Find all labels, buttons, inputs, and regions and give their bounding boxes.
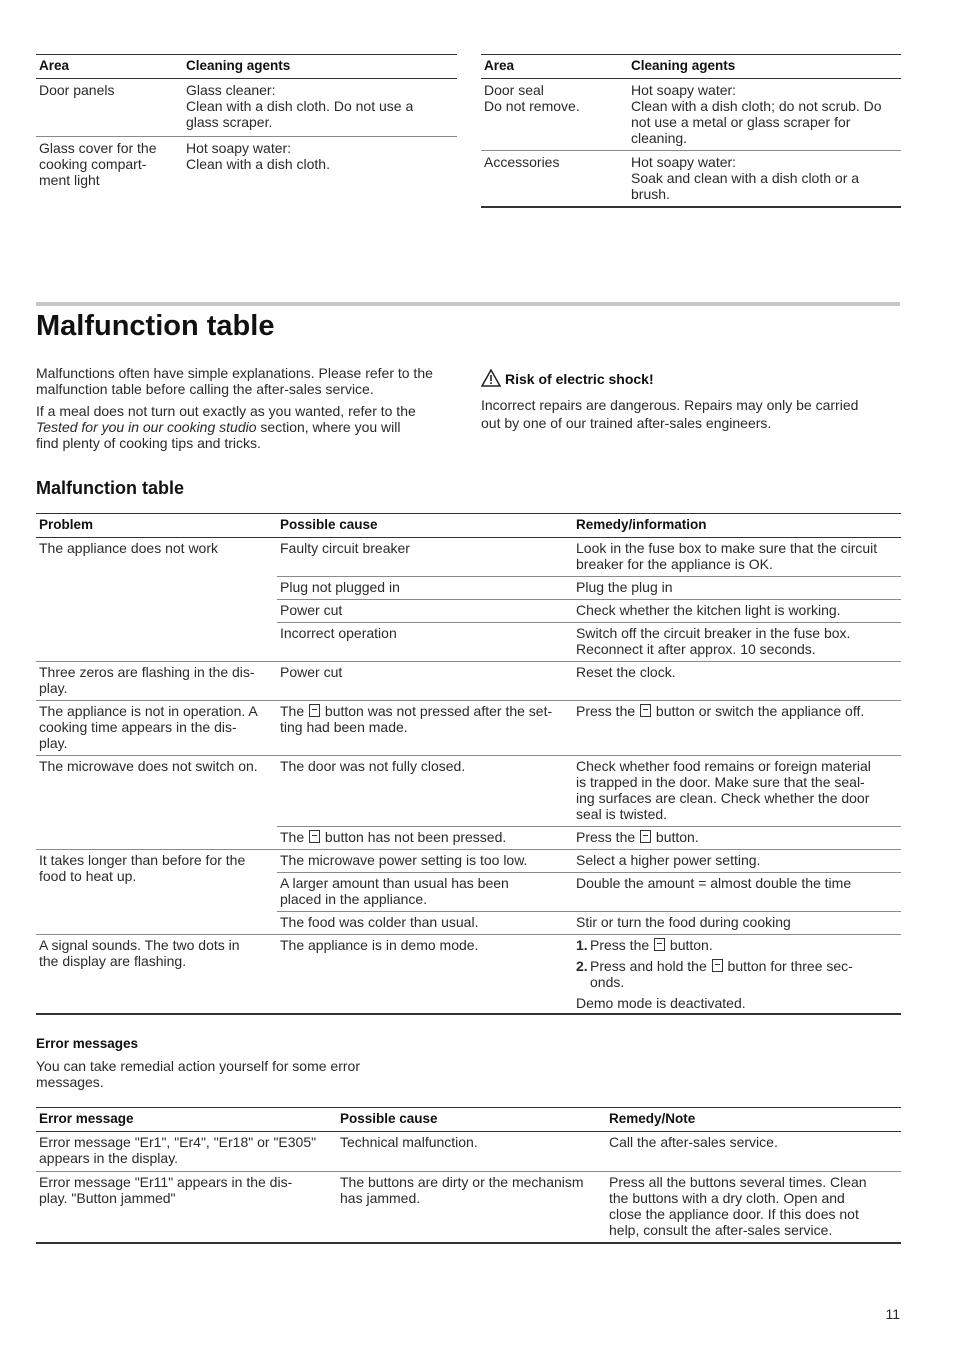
problem-line: The appliance is not in operation. A <box>39 703 258 719</box>
area-text: Glass cover for the <box>39 140 157 156</box>
problem-line: A signal sounds. The two dots in <box>39 937 240 953</box>
intro-paragraph <box>36 365 456 397</box>
step-number: 1. <box>576 937 588 953</box>
remedy-line: the buttons with a dry cloth. Open and <box>609 1190 845 1206</box>
cause-fragment: The <box>280 829 309 845</box>
remedy-line: breaker for the appliance is OK. <box>576 556 773 572</box>
start-button-icon <box>640 830 651 843</box>
agent-text: Glass cleaner: <box>186 82 276 98</box>
page-title: Malfunction table <box>36 310 275 342</box>
cleaning-table-right <box>481 54 901 208</box>
cause-cell <box>337 1132 606 1172</box>
remedy-cell <box>573 701 901 756</box>
step-number: 2. <box>576 958 588 974</box>
warning-line: Incorrect repairs are dangerous. Repairs may only be carried <box>481 397 859 413</box>
remedy-cell: Plug the plug in <box>573 577 901 600</box>
intro-line: If a meal does not turn out exactly as you wanted, refer to the <box>36 403 416 419</box>
warning-box <box>481 369 901 432</box>
column-header: Area <box>481 55 628 79</box>
agent-text: Clean with a dish cloth. <box>186 156 330 172</box>
cause-line: A larger amount than usual has been <box>280 875 509 891</box>
cause-line: placed in the appliance. <box>280 891 428 907</box>
start-button-icon <box>309 704 320 717</box>
cause-cell: The appliance is in demo mode. <box>277 935 573 1015</box>
remedy-cell <box>573 827 901 850</box>
area-cell <box>36 137 183 193</box>
table-row <box>36 1172 901 1244</box>
column-header: Problem <box>36 514 277 538</box>
column-header: Area <box>36 55 183 79</box>
cause-cell: The microwave power setting is too low. <box>277 850 573 873</box>
percent-button-icon <box>712 959 723 972</box>
agent-cell <box>183 137 457 193</box>
agent-text: cleaning. <box>631 130 688 146</box>
cause-cell: Power cut <box>277 662 573 701</box>
error-table <box>36 1107 901 1244</box>
cause-cell <box>277 827 573 850</box>
start-button-icon <box>640 704 651 717</box>
page-number: 11 <box>885 1306 900 1322</box>
cause-line: Technical malfunction. <box>340 1134 478 1150</box>
remedy-cell: Check whether the kitchen light is working. <box>573 600 901 623</box>
step-fragment: button for three sec- <box>723 958 853 974</box>
remedy-fragment: Press the <box>576 829 640 845</box>
cause-cell: Plug not plugged in <box>277 577 573 600</box>
remedy-cell <box>573 538 901 577</box>
intro-line: You can take remedial action yourself for some error <box>36 1058 360 1074</box>
remedy-cell: Reset the clock. <box>573 662 901 701</box>
clock-button-icon <box>654 938 665 951</box>
cause-cell <box>277 701 573 756</box>
problem-cell <box>36 850 277 935</box>
step-fragment: Press the <box>590 937 654 953</box>
intro-paragraph <box>36 403 456 451</box>
agent-text: Hot soapy water: <box>631 82 737 98</box>
remedy-line: help, consult the after-sales service. <box>609 1222 833 1238</box>
table-row <box>36 701 901 756</box>
table-row <box>36 1132 901 1172</box>
area-text: Door seal <box>484 82 544 98</box>
step-item <box>576 937 898 953</box>
message-line: Error message "Er11" appears in the dis- <box>39 1174 293 1190</box>
cause-line <box>280 703 570 719</box>
step-item <box>576 958 898 990</box>
message-line: appears in the display. <box>39 1150 179 1166</box>
agent-cell <box>628 79 901 151</box>
message-line: Error message "Er1", "Er4", "Er18" or "E305" <box>39 1134 317 1150</box>
cause-line: has jammed. <box>340 1190 421 1206</box>
remedy-line: Reconnect it after approx. 10 seconds. <box>576 641 816 657</box>
table-row <box>36 935 901 1015</box>
remedy-cell <box>573 935 901 1015</box>
agent-text: brush. <box>631 186 670 202</box>
area-text: Door panels <box>39 82 115 98</box>
intro-text <box>36 365 456 451</box>
intro-line: messages. <box>36 1074 104 1090</box>
message-line: play. "Button jammed" <box>39 1190 176 1206</box>
table-row <box>36 137 457 193</box>
step-fragment: onds. <box>590 974 625 990</box>
cause-fragment: The <box>280 703 309 719</box>
agent-text: not use a metal or glass scraper for <box>631 114 851 130</box>
malfunction-table <box>36 513 901 1015</box>
column-header: Possible cause <box>277 514 573 538</box>
column-header: Remedy/information <box>573 514 901 538</box>
table-row <box>36 850 901 873</box>
remedy-line: ing surfaces are clean. Check whether the door <box>576 790 870 806</box>
cause-cell: The food was colder than usual. <box>277 912 573 935</box>
column-header: Error message <box>36 1108 337 1132</box>
step-fragment: button. <box>666 937 713 953</box>
cause-cell <box>337 1172 606 1244</box>
warning-triangle-icon <box>481 369 501 390</box>
problem-cell: The appliance does not work <box>36 538 277 662</box>
error-message-cell <box>36 1132 337 1172</box>
problem-line: cooking time appears in the dis- <box>39 719 237 735</box>
column-header: Remedy/Note <box>606 1108 901 1132</box>
area-text: Accessories <box>484 154 560 170</box>
error-messages-heading: Error messages <box>36 1036 139 1051</box>
remedy-line: Check whether food remains or foreign material <box>576 758 871 774</box>
cause-line: ting had been made. <box>280 719 408 735</box>
area-text: ment light <box>39 172 100 188</box>
cause-line: The buttons are dirty or the mechanism <box>340 1174 584 1190</box>
area-cell <box>481 79 628 151</box>
remedy-fragment: button or switch the appliance off. <box>652 703 865 719</box>
error-messages-intro <box>36 1058 456 1090</box>
area-cell <box>36 79 183 137</box>
intro-line: malfunction table before calling the after-sales service. <box>36 381 374 397</box>
table-row <box>36 756 901 827</box>
problem-cell <box>36 701 277 756</box>
warning-line: out by one of our trained after-sales engineers. <box>481 415 772 431</box>
problem-line: food to heat up. <box>39 868 137 884</box>
problem-cell <box>36 935 277 1015</box>
table-row <box>481 151 901 208</box>
intro-fragment: section, where you will <box>256 419 401 435</box>
cleaning-table-left <box>36 54 457 192</box>
remedy-line: is trapped in the door. Make sure that the seal- <box>576 774 865 790</box>
remedy-line: Press all the buttons several times. Clean <box>609 1174 867 1190</box>
cause-cell: Faulty circuit breaker <box>277 538 573 577</box>
remedy-line: Call the after-sales service. <box>609 1134 778 1150</box>
remedy-cell: Select a higher power setting. <box>573 850 901 873</box>
steps-list <box>576 937 898 990</box>
warning-title: Risk of electric shock! <box>505 371 654 387</box>
error-message-cell <box>36 1172 337 1244</box>
remedy-line: Demo mode is deactivated. <box>576 995 746 1011</box>
intro-line <box>36 419 456 435</box>
remedy-cell <box>573 756 901 827</box>
cause-fragment: button has not been pressed. <box>321 829 507 845</box>
table-row <box>36 538 901 577</box>
column-header: Possible cause <box>337 1108 606 1132</box>
area-text: cooking compart- <box>39 156 147 172</box>
studio-section-reference: Tested for you in our cooking studio <box>36 419 257 435</box>
start-button-icon <box>309 830 320 843</box>
problem-line: Three zeros are flashing in the dis- <box>39 664 255 680</box>
agent-text: Soak and clean with a dish cloth or a <box>631 170 860 186</box>
area-text: Do not remove. <box>484 98 580 114</box>
cause-cell <box>277 873 573 912</box>
cause-cell: Power cut <box>277 600 573 623</box>
warning-heading <box>481 369 901 390</box>
problem-cell: The microwave does not switch on. <box>36 756 277 850</box>
problem-cell <box>36 662 277 701</box>
cause-fragment: button was not pressed after the set- <box>321 703 553 719</box>
intro-line: find plenty of cooking tips and tricks. <box>36 435 261 451</box>
agent-text: Clean with a dish cloth. Do not use a <box>186 98 414 114</box>
problem-line: It takes longer than before for the <box>39 852 246 868</box>
agent-text: glass scraper. <box>186 114 273 130</box>
agent-text: Hot soapy water: <box>631 154 737 170</box>
remedy-line: close the appliance door. If this does not <box>609 1206 859 1222</box>
table-row <box>481 79 901 151</box>
remedy-cell: Double the amount = almost double the time <box>573 873 901 912</box>
remedy-line: Look in the fuse box to make sure that the circuit <box>576 540 878 556</box>
section-divider <box>36 302 900 306</box>
subsection-title: Malfunction table <box>36 478 184 498</box>
warning-text <box>481 396 901 432</box>
problem-line: the display are flashing. <box>39 953 187 969</box>
remedy-line: seal is twisted. <box>576 806 668 822</box>
column-header: Cleaning agents <box>183 55 457 79</box>
remedy-line: Switch off the circuit breaker in the fuse box. <box>576 625 851 641</box>
step-fragment: Press and hold the <box>590 958 711 974</box>
column-header: Cleaning agents <box>628 55 901 79</box>
cause-cell: Incorrect operation <box>277 623 573 662</box>
remedy-cell <box>606 1172 901 1244</box>
remedy-fragment: Press the <box>576 703 640 719</box>
problem-line: play. <box>39 735 68 751</box>
problem-line: play. <box>39 680 68 696</box>
remedy-cell <box>606 1132 901 1172</box>
remedy-cell <box>573 623 901 662</box>
remedy-cell: Stir or turn the food during cooking <box>573 912 901 935</box>
intro-line: Malfunctions often have simple explanations. Please refer to the <box>36 365 433 381</box>
area-cell <box>481 151 628 208</box>
remedy-fragment: button. <box>652 829 699 845</box>
agent-cell <box>183 79 457 137</box>
agent-cell <box>628 151 901 208</box>
agent-text: Clean with a dish cloth; do not scrub. Do <box>631 98 882 114</box>
agent-text: Hot soapy water: <box>186 140 292 156</box>
table-row <box>36 662 901 701</box>
cause-cell: The door was not fully closed. <box>277 756 573 827</box>
table-row <box>36 79 457 137</box>
